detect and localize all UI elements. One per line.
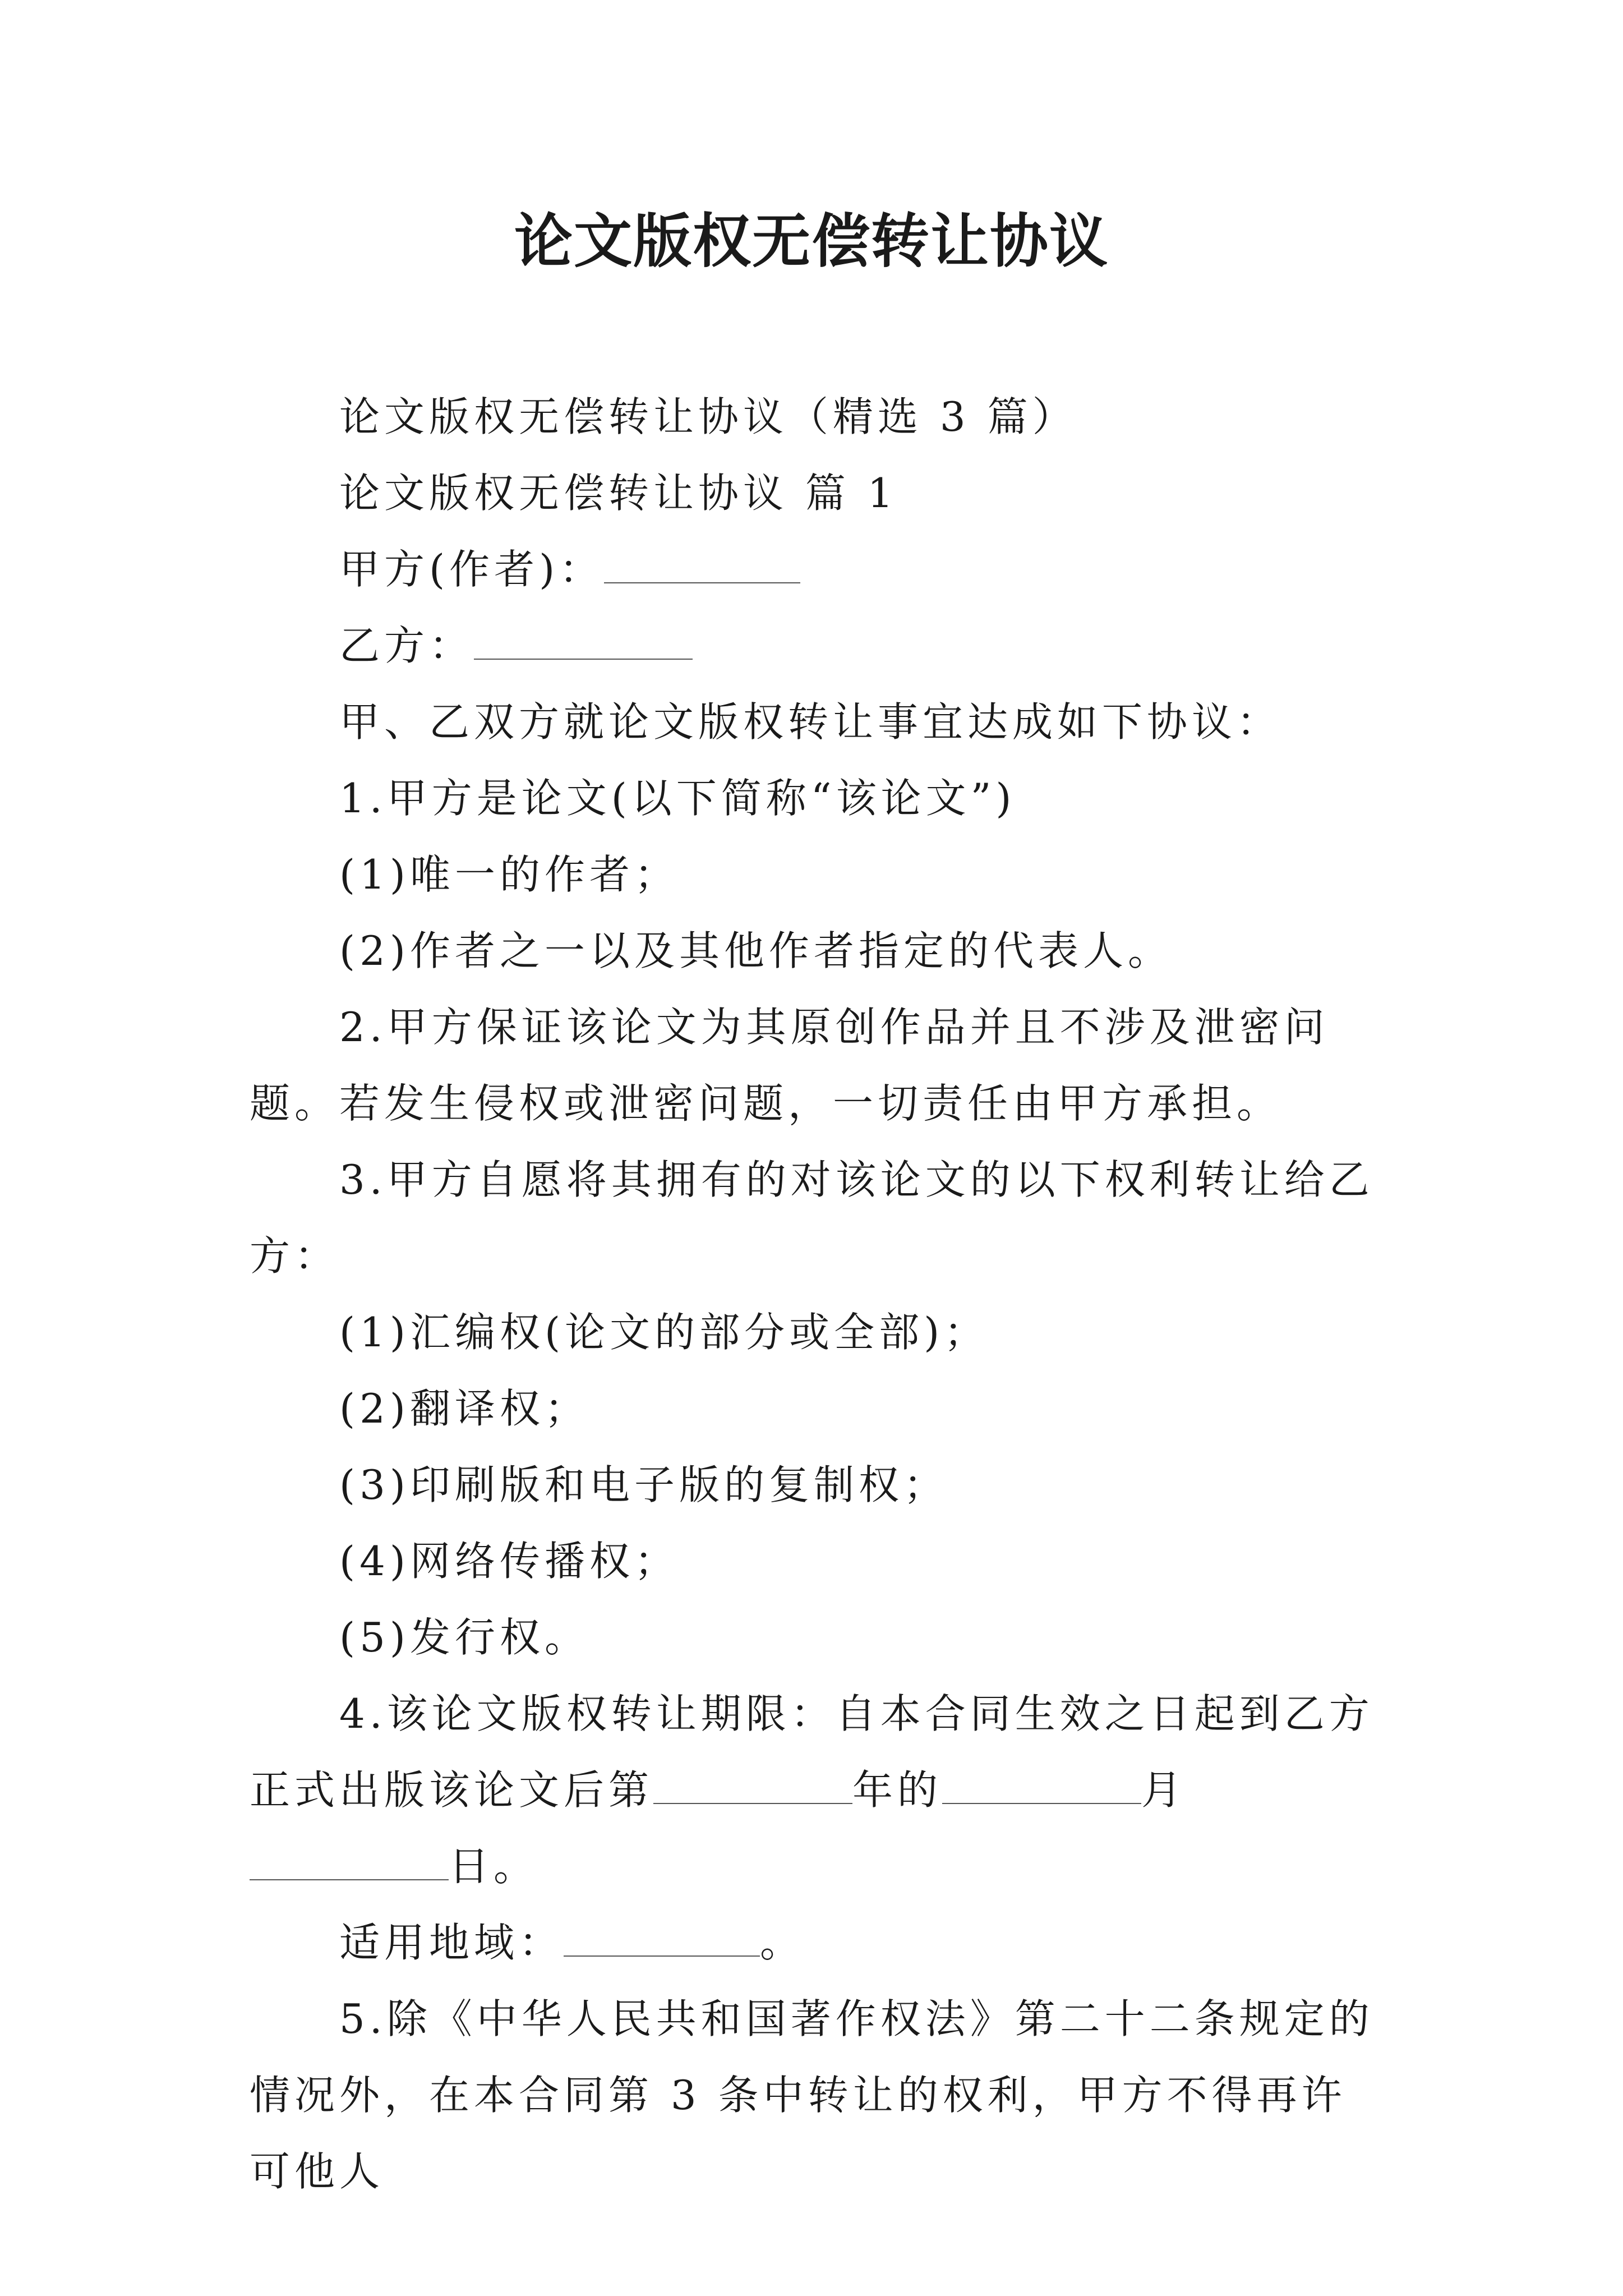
section-heading: 论文版权无偿转让协议 篇 1: [339, 470, 898, 517]
clause-3-item-5: (5)发行权。: [339, 1614, 589, 1661]
subtitle: 论文版权无偿转让协议（精选 3 篇）: [339, 393, 1077, 440]
clause-3-item-2: (2)翻译权；: [339, 1385, 589, 1432]
region-end: 。: [760, 1919, 805, 1966]
party-b-label: 乙方：: [339, 622, 474, 669]
clause-4-text: 4.该论文版权转让期限：自本合同生效之日起到乙方正式出版该论文后第: [250, 1690, 1374, 1814]
clause-3-item-4: (4)网络传播权；: [339, 1538, 679, 1585]
clause-1: 1.甲方是论文(以下简称“该论文”): [339, 775, 1016, 822]
clause-4: [250, 1676, 1380, 1904]
region-blank[interactable]: [564, 1916, 760, 1957]
year-blank[interactable]: [653, 1764, 852, 1804]
intro-paragraph: 甲、乙双方就论文版权转让事宜达成如下协议：: [339, 698, 1282, 746]
clause-4-year-text: 年的: [852, 1766, 943, 1814]
clause-2: 2.甲方保证该论文为其原创作品并且不涉及泄密问题。若发生侵权或泄密问题，一切责任由甲方承担。: [250, 1004, 1329, 1127]
clause-3: 3.甲方自愿将其拥有的对该论文的以下权利转让给乙方：: [250, 1156, 1374, 1280]
clause-1-option-2: (2)作者之一以及其他作者指定的代表人。: [339, 927, 1173, 974]
party-b-blank[interactable]: [474, 619, 693, 660]
party-a-line: [250, 531, 1380, 608]
clause-1-option-1: (1)唯一的作者；: [339, 851, 679, 898]
clause-5: 5.除《中华人民共和国著作权法》第二十二条规定的情况外，在本合同第 3 条中转让的权利，甲方不得再许可他人: [250, 1995, 1374, 2195]
day-blank[interactable]: [250, 1840, 449, 1880]
document-body: [250, 379, 1380, 2210]
clause-4-month-text: 月: [1141, 1766, 1187, 1814]
month-blank[interactable]: [942, 1764, 1141, 1804]
party-a-label: 甲方(作者)：: [339, 546, 605, 593]
party-b-line: [250, 608, 1380, 684]
clause-4-day-text: 日。: [449, 1843, 539, 1890]
clause-3-item-1: (1)汇编权(论文的部分或全部)；: [339, 1309, 989, 1356]
document-title: 论文版权无偿转让协议: [514, 207, 1109, 275]
clause-3-item-3: (3)印刷版和电子版的复制权；: [339, 1461, 948, 1508]
party-a-blank[interactable]: [604, 543, 800, 583]
region-line: [250, 1904, 1380, 1981]
region-label: 适用地域：: [339, 1919, 564, 1966]
